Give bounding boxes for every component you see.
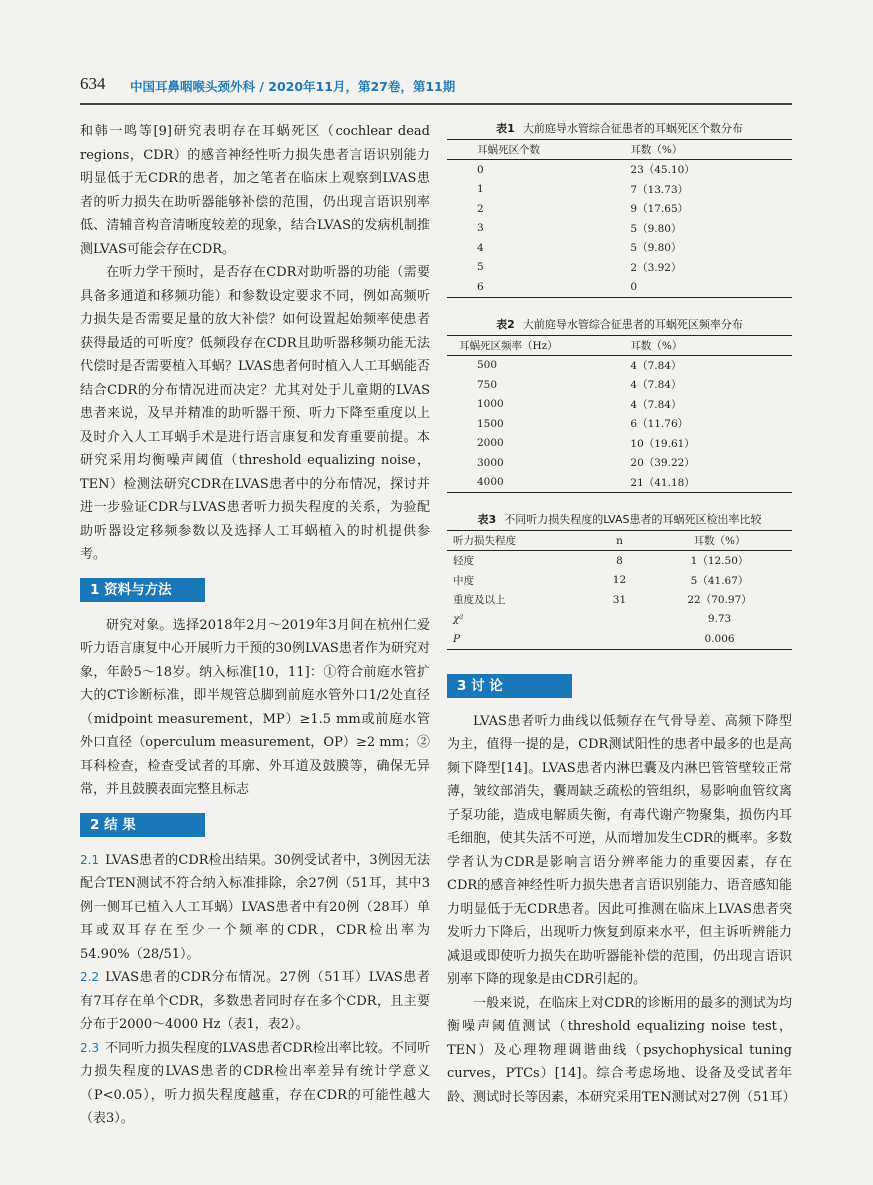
result-2-3	[80, 1037, 430, 1131]
table-cell: 23（45.10）	[630, 164, 695, 177]
table-cell: 6	[447, 277, 626, 297]
table-row	[447, 258, 792, 278]
table-header-cell: n	[592, 531, 647, 551]
table-1-grid	[447, 139, 792, 298]
table-cell: 2000	[477, 437, 504, 450]
result-2-1-text: LVAS患者的CDR检出结果。30例受试者中，3例因无法配合TEN测试不符合纳入标准排除，余27例（51耳，其中3例一侧耳已植入人工耳蜗）LVAS患者中有20例（28耳）单耳或双耳存在至少一个频率的CDR，CDR检出率为54.90%（28/51）。	[80, 852, 430, 962]
table-row	[447, 180, 792, 200]
table-row	[447, 277, 792, 297]
table-header-cell: 耳数（%）	[626, 140, 792, 160]
result-2-2	[80, 966, 430, 1037]
left-paragraph-1-text: 和韩一鸣等[9]研究表明存在耳蜗死区（cochlear dead regions，CDR）的感音神经性听力损失患者言语识别能力明显低于无CDR的患者，加之笔者在临床上观察到LVAS患者的听力损失在助听器能够补偿的范围，仍出现言语识别率低、清辅音构音清晰度较差的现象，结合LVAS的发病机制推测LVAS可能会存在CDR。	[80, 124, 430, 257]
table-cell: 22（70.97）	[687, 594, 752, 607]
table-2-grid	[447, 335, 792, 494]
table-cell: 8	[616, 554, 623, 567]
table-cell: 重度及以上	[453, 594, 506, 607]
table-1-title	[447, 120, 792, 136]
table-1	[447, 120, 792, 298]
result-2-2-text: LVAS患者的CDR分布情况。27例（51耳）LVAS患者有7耳存在单个CDR，多数患者同时存在多个CDR，且主要分布于2000～4000 Hz（表1，表2）。	[80, 970, 430, 1032]
right-paragraph-2: 一般来说，在临床上对CDR的诊断用的最多的测试为均衡噪声阈值测试（threshold equalizing noise test，TEN）及心理物理调谐曲线（psychophysical tuning curves，PTCs）[14]。综合考虑场地、设备及受试者年龄、测试时长等因素，本研究采用TEN测试对27例（51耳）	[447, 995, 796, 1105]
table-cell: 5（9.80）	[630, 242, 682, 255]
table-row	[447, 219, 792, 239]
table-row	[447, 355, 792, 375]
table-2-caption: 大前庭导水管综合征患者的耳蜗死区频率分布	[522, 317, 743, 331]
table-2	[447, 316, 792, 494]
table-cell: 4（7.84）	[630, 398, 682, 411]
left-paragraph-1	[80, 120, 430, 261]
page-number: 634	[80, 74, 106, 93]
table-cell: 1（12.50）	[690, 555, 749, 568]
result-2-3-text: 不同听力损失程度的LVAS患者CDR检出率比较。不同听力损失程度的LVAS患者的CDR检出率差异有统计学意义（P<0.05），听力损失程度越重，存在CDR的可能性越大（表3）。	[80, 1040, 430, 1126]
table-cell: 31	[612, 593, 627, 606]
table-1-label: 表1	[496, 122, 515, 135]
right-column	[447, 120, 796, 1109]
table-header-cell: 耳蜗死区个数	[447, 140, 626, 160]
table-cell: 500	[477, 359, 498, 372]
table-cell: 轻度	[453, 555, 474, 568]
table-cell: χ²	[453, 613, 464, 626]
table-cell: 4000	[447, 473, 626, 493]
table-header-cell: 耳数（%）	[626, 335, 792, 355]
table-3-label: 表3	[477, 513, 497, 526]
table-row	[447, 590, 792, 610]
table-2-label: 表2	[496, 317, 515, 331]
table-row	[447, 473, 792, 493]
table-3-grid	[447, 530, 792, 650]
table-header-cell: 耳蜗死区频率（Hz）	[447, 335, 626, 355]
table-header-cell: 听力损失程度	[447, 531, 592, 551]
subsection-label: 2.2	[80, 970, 100, 984]
table-1-caption: 大前庭导水管综合征患者的耳蜗死区个数分布	[522, 122, 743, 135]
table-cell: 1	[477, 183, 484, 196]
table-cell: 4（7.84）	[630, 359, 682, 372]
table-row	[447, 629, 792, 649]
table-cell: 6（11.76）	[630, 418, 689, 431]
table-cell: 7（13.73）	[630, 183, 689, 196]
table-cell: P	[447, 629, 592, 649]
table-cell: 2	[477, 202, 484, 215]
table-cell: 0	[626, 277, 792, 297]
table-cell: 中度	[453, 574, 474, 587]
table-cell: 5（9.80）	[630, 222, 682, 235]
table-row	[447, 571, 792, 591]
table-cell: 0	[477, 163, 484, 176]
table-row	[447, 453, 792, 473]
table-3	[447, 511, 792, 650]
table-cell	[592, 610, 647, 630]
table-2-title	[447, 316, 792, 332]
table-row	[447, 610, 792, 630]
right-paragraph-1: LVAS患者听力曲线以低频存在气骨导差、高频下降型为主，值得一提的是，CDR测试阳性的患者中最多的也是高频下降型[14]。LVAS患者内淋巴囊及内淋巴管管壁较正常薄，皱纹部消失，囊周缺乏疏松的管组织，易影响血管纹离子泵功能，造成电解质失衡，有毒代谢产物聚集，损伤内耳毛细胞，使其失活不可逆，从而增加发生CDR的概率。多数学者认为CDR是影响言语分辨率能力的重要因素，存在CDR的感音神经性听力损失患者言语识别能力、语音感知能力明显低于无CDR患者。因此可推测在临床上LVAS患者突发听力下降后，出现听力恢复到原来水平，但主诉听辨能力减退或即使听力损失在助听器能补偿的范围，仍出现言语识别率下降的现象是由CDR引起的。	[447, 713, 792, 987]
table-cell: 12	[612, 574, 627, 587]
table-cell: 1000	[477, 398, 504, 411]
table-cell: 20（39.22）	[630, 457, 695, 470]
table-cell: 2（3.92）	[630, 261, 682, 274]
page-header	[80, 74, 792, 102]
left-column	[80, 120, 430, 1131]
table-cell: 9（17.65）	[630, 203, 689, 216]
subsection-label: 2.1	[80, 852, 100, 867]
table-cell: 5	[477, 261, 484, 274]
table-row	[447, 238, 792, 258]
table-cell: 750	[477, 378, 498, 391]
header-rule	[80, 103, 792, 105]
table-row	[447, 434, 792, 454]
table-cell: 10（19.61）	[630, 437, 695, 450]
table-cell: 3	[477, 222, 484, 235]
section-heading-methods: 1 资料与方法	[80, 578, 205, 602]
table-3-title	[447, 511, 792, 527]
table-row	[447, 551, 792, 571]
table-header-cell: 耳数（%）	[647, 531, 792, 551]
table-row	[447, 199, 792, 219]
result-2-1	[80, 849, 430, 967]
table-cell: 1500	[477, 417, 504, 430]
left-paragraph-2: 在听力学干预时，是否存在CDR对助听器的功能（需要具备多通道和移频功能）和参数设定要求不同，例如高频听力损失是否需要足量的放大补偿？如何设置起始频率使患者获得最适的可听度？低频段存在CDR且助听器移频功能无法代偿时是否需要植入耳蜗？LVAS患者何时植入人工耳蜗能否结合CDR的分布情况进而决定？尤其对处于儿童期的LVAS患者来说，及早并精准的助听器干预、听力下降至重度以上及时介入人工耳蜗手术是进行语言康复和发育重要前提。本研究采用均衡噪声阈值（threshold equalizing noise，TEN）检测法研究CDR在LVAS患者中的分布情况，探讨并进一步验证CDR与LVAS患者听力损失程度的关系，为验配助听器设定移频参数以及选择人工耳蜗植入的时机提供参考。	[80, 265, 430, 562]
left-paragraph-3: 研究对象。选择2018年2月～2019年3月间在杭州仁爱听力语言康复中心开展听力干预的30例LVAS患者作为研究对象，年龄5～18岁。纳入标准[10，11]：①符合前庭水管扩大的CT诊断标准，即半规管总脚到前庭水管外口1/2处直径（midpoint measurement，MP）≥1.5 mm或前庭水管外口直径（operculum measurement，OP）≥2 mm；②耳科检查，检查受试者的耳廓、外耳道及鼓膜等，确保无异常，并且鼓膜表面完整且标志	[80, 617, 430, 797]
table-3-caption: 不同听力损失程度的LVAS患者的耳蜗死区检出率比较	[504, 513, 762, 526]
section-heading-results: 2 结 果	[80, 813, 205, 837]
table-cell: 0.006	[647, 629, 792, 649]
journal-title: 中国耳鼻咽喉头颈外科 / 2020年11月，第27卷，第11期	[130, 79, 456, 94]
table-cell: 21（41.18）	[626, 473, 792, 493]
table-row	[447, 414, 792, 434]
table-cell	[592, 629, 647, 649]
table-cell: 4	[477, 241, 484, 254]
table-row	[447, 375, 792, 395]
table-row	[447, 395, 792, 415]
subsection-label: 2.3	[80, 1040, 100, 1055]
table-cell: 4（7.84）	[630, 379, 682, 392]
table-cell: 5（41.67）	[690, 574, 749, 587]
table-cell: 9.73	[707, 613, 732, 626]
section-heading-discussion: 3 讨 论	[447, 674, 572, 698]
table-cell: 3000	[477, 456, 504, 469]
table-row	[447, 160, 792, 180]
